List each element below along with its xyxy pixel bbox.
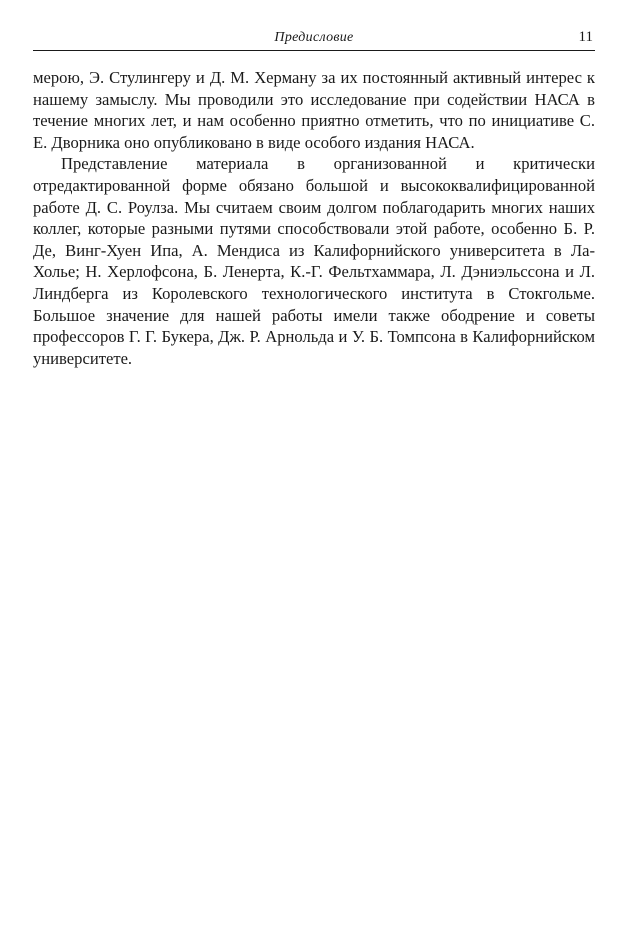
running-title: Предисловие [274, 30, 354, 45]
page-number: 11 [578, 29, 593, 45]
paragraph-continuation: мерою, Э. Стулингеру и Д. М. Херману за их постоянный активный интерес к нашему замыслу. Мы проводили это исследование при содействии НАСА в течение многих лет, и нам особенно приятно отметить, что по инициативе С. Е. Дворника оно опубликовано в виде особого издания НАСА. [33, 68, 595, 152]
paragraph-acknowledgements: Представление материала в организованной и критически отредактированной форме обязано большой и высококвалифицированной работе Д. С. Роулза. Мы считаем своим долгом поблагодарить многих наших коллег, которые разными путями способствовали этой работе, особенно Б. Р. Де, Винг-Хуен Ипа, А. Мендиса из Калифорнийского университета в Ла-Холье; Н. Херлофсона, Б. Ленерта, К.-Г. Фельтхаммара, Л. Дэниэльссона и Л. Линдберга из Королевского технологического института в Стокгольме. Большое значение для нашей работы имели также ободрение и советы профессоров Г. Г. Букера, Дж. Р. Арнольда и У. Б. Томпсона в Калифорнийском университете. [33, 154, 595, 368]
running-header [33, 28, 595, 51]
book-page [33, 28, 595, 369]
body-text [33, 67, 595, 369]
